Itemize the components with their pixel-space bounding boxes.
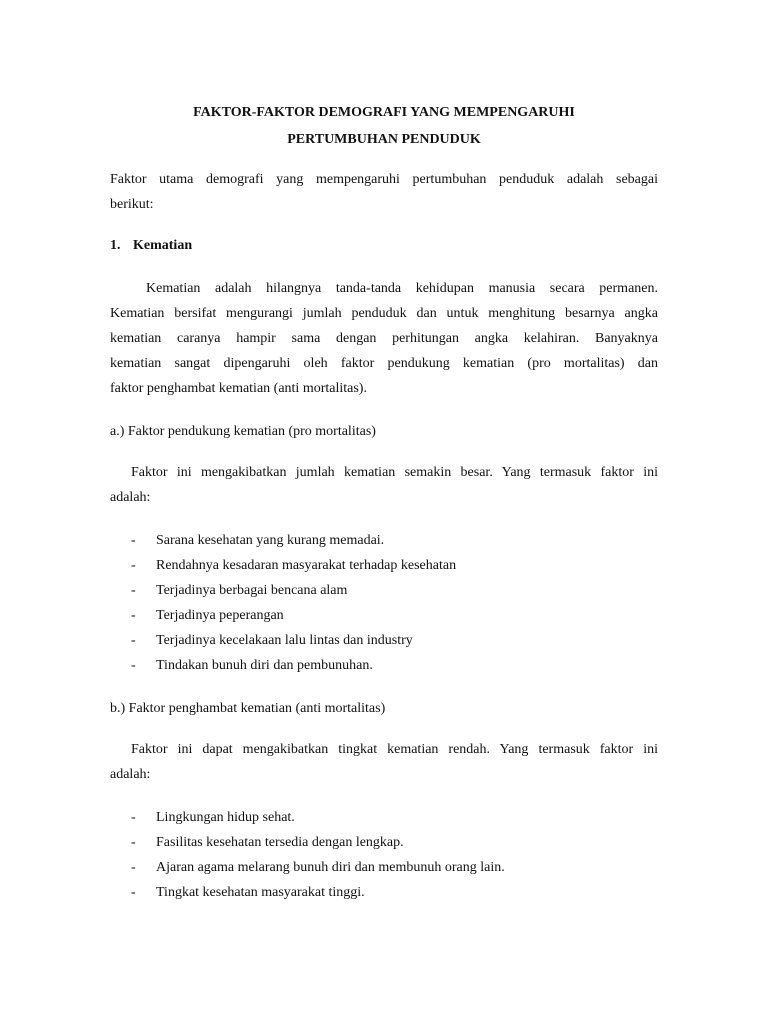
section-paragraph-line: kematian caranya hampir sama dengan perhitungan angka kelahiran. Banyaknya [110, 331, 658, 346]
list-dash: - [131, 860, 136, 875]
section-paragraph-line: Kematian adalah hilangnya tanda-tanda kehidupan manusia secara permanen. [146, 281, 658, 296]
list-dash: - [131, 533, 136, 548]
subsection-a-paragraph-line: adalah: [110, 490, 151, 505]
subsection-a-heading: a.) Faktor pendukung kematian (pro mortalitas) [110, 424, 376, 439]
section-number: 1. [110, 238, 121, 253]
list-dash: - [131, 633, 136, 648]
list-dash: - [131, 658, 136, 673]
document-title-line-1: FAKTOR-FAKTOR DEMOGRAFI YANG MEMPENGARUHI [193, 105, 575, 120]
list-item: Ajaran agama melarang bunuh diri dan membunuh orang lain. [156, 860, 505, 875]
list-item: Terjadinya kecelakaan lalu lintas dan industry [156, 633, 413, 648]
document-title-line-2: PERTUMBUHAN PENDUDUK [287, 132, 481, 147]
list-item: Sarana kesehatan yang kurang memadai. [156, 533, 385, 548]
subsection-b-paragraph-line: adalah: [110, 767, 151, 782]
list-dash: - [131, 558, 136, 573]
list-item: Rendahnya kesadaran masyarakat terhadap kesehatan [156, 558, 457, 573]
list-dash: - [131, 810, 136, 825]
section-paragraph-line: kematian sangat dipengaruhi oleh faktor pendukung kematian (pro mortalitas) dan [110, 356, 658, 371]
intro-line-2: berikut: [110, 197, 154, 212]
section-paragraph-line: Kematian bersifat mengurangi jumlah penduduk dan untuk menghitung besarnya angka [110, 306, 658, 321]
list-item: Fasilitas kesehatan tersedia dengan lengkap. [156, 835, 404, 850]
section-heading: Kematian [133, 238, 193, 253]
list-dash: - [131, 835, 136, 850]
list-item: Terjadinya peperangan [156, 608, 284, 623]
section-paragraph-line: faktor penghambat kematian (anti mortalitas). [110, 381, 367, 396]
intro-line-1: Faktor utama demografi yang mempengaruhi pertumbuhan penduduk adalah sebagai [110, 172, 658, 187]
subsection-b-heading: b.) Faktor penghambat kematian (anti mortalitas) [110, 701, 386, 716]
list-item: Tingkat kesehatan masyarakat tinggi. [156, 885, 365, 900]
subsection-b-paragraph-line: Faktor ini dapat mengakibatkan tingkat kematian rendah. Yang termasuk faktor ini [131, 742, 658, 757]
list-item: Terjadinya berbagai bencana alam [156, 583, 348, 598]
list-dash: - [131, 885, 136, 900]
list-dash: - [131, 608, 136, 623]
list-dash: - [131, 583, 136, 598]
list-item: Tindakan bunuh diri dan pembunuhan. [156, 658, 373, 673]
subsection-a-paragraph-line: Faktor ini mengakibatkan jumlah kematian semakin besar. Yang termasuk faktor ini [131, 465, 658, 480]
list-item: Lingkungan hidup sehat. [156, 810, 295, 825]
